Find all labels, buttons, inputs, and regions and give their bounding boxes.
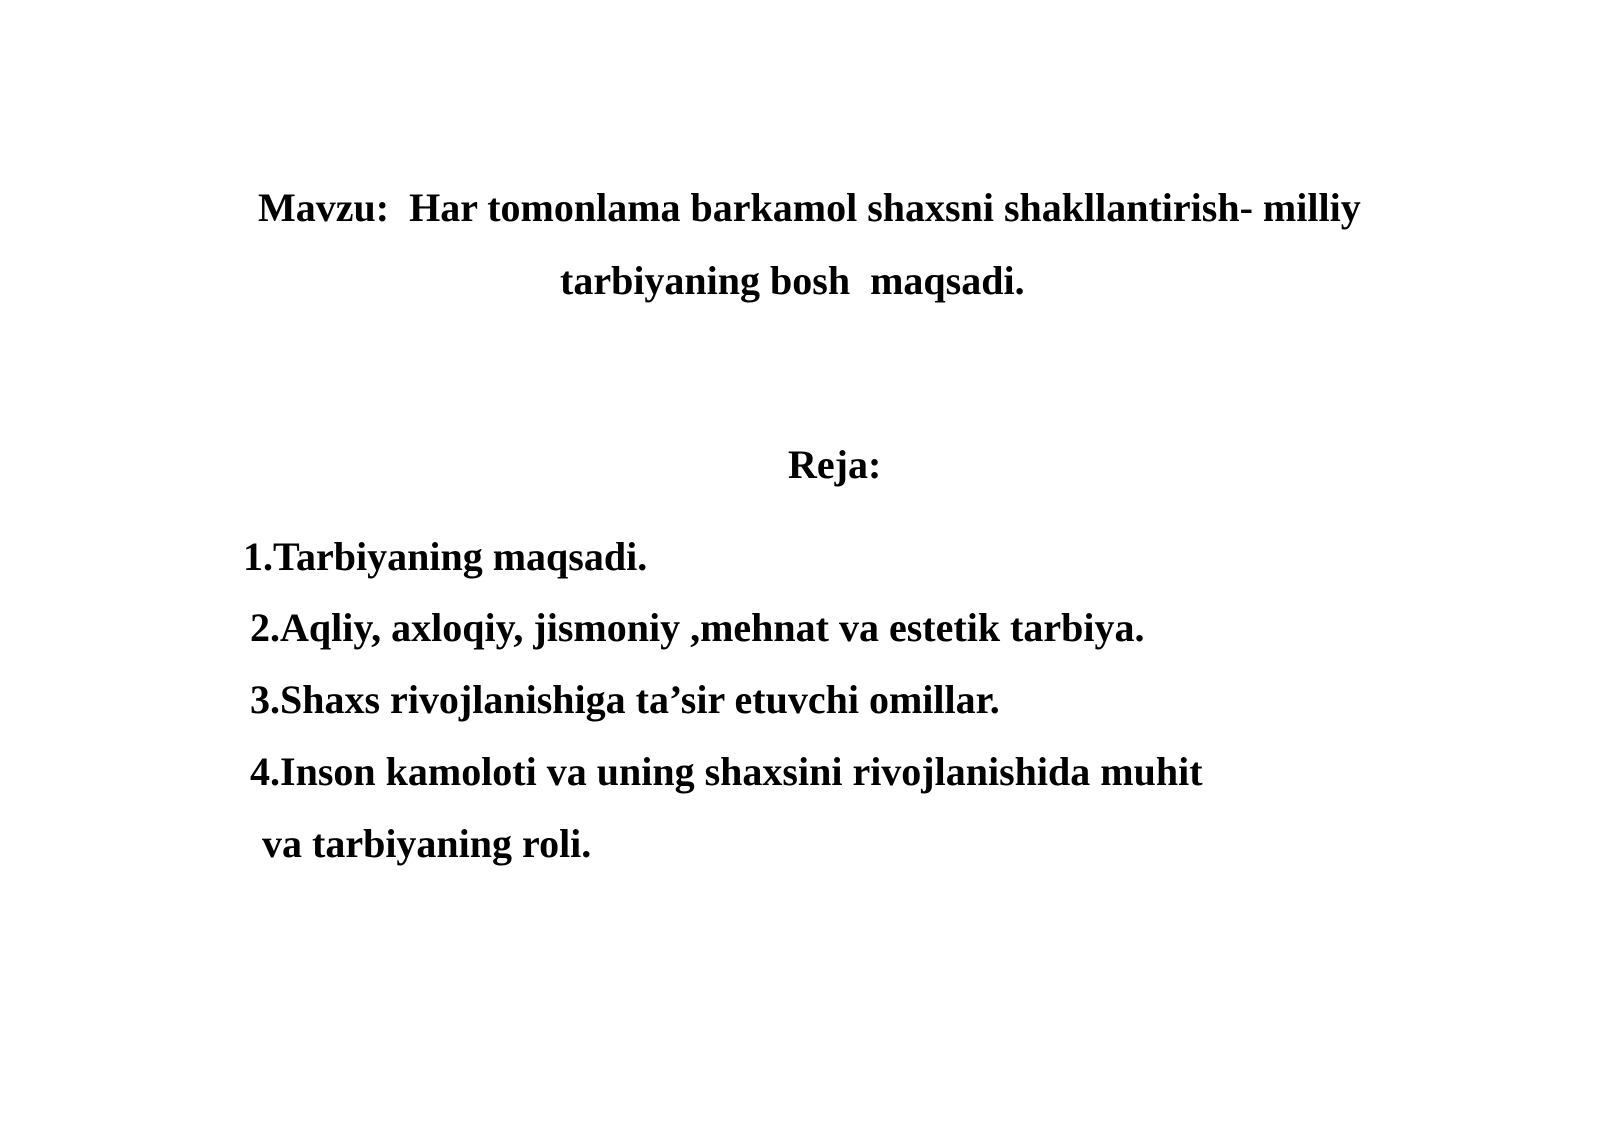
plan-heading: Reja:	[788, 442, 882, 487]
topic-title-line-2: tarbiyaning bosh maqsadi.	[560, 258, 1025, 303]
plan-item-1: 1.Tarbiyaning maqsadi.	[243, 534, 648, 579]
topic-title-line-1: Mavzu: Har tomonlama barkamol shaxsni shakllantirish- milliy	[258, 185, 1361, 230]
plan-item-3: 3.Shaxs rivojlanishiga ta’sir etuvchi omillar.	[250, 677, 1000, 722]
plan-item-2: 2.Aqliy, axloqiy, jismoniy ,mehnat va estetik tarbiya.	[250, 605, 1145, 650]
plan-item-4-continuation: va tarbiyaning roli.	[262, 821, 592, 866]
plan-item-4: 4.Inson kamoloti va uning shaxsini rivojlanishida muhit	[250, 749, 1203, 794]
